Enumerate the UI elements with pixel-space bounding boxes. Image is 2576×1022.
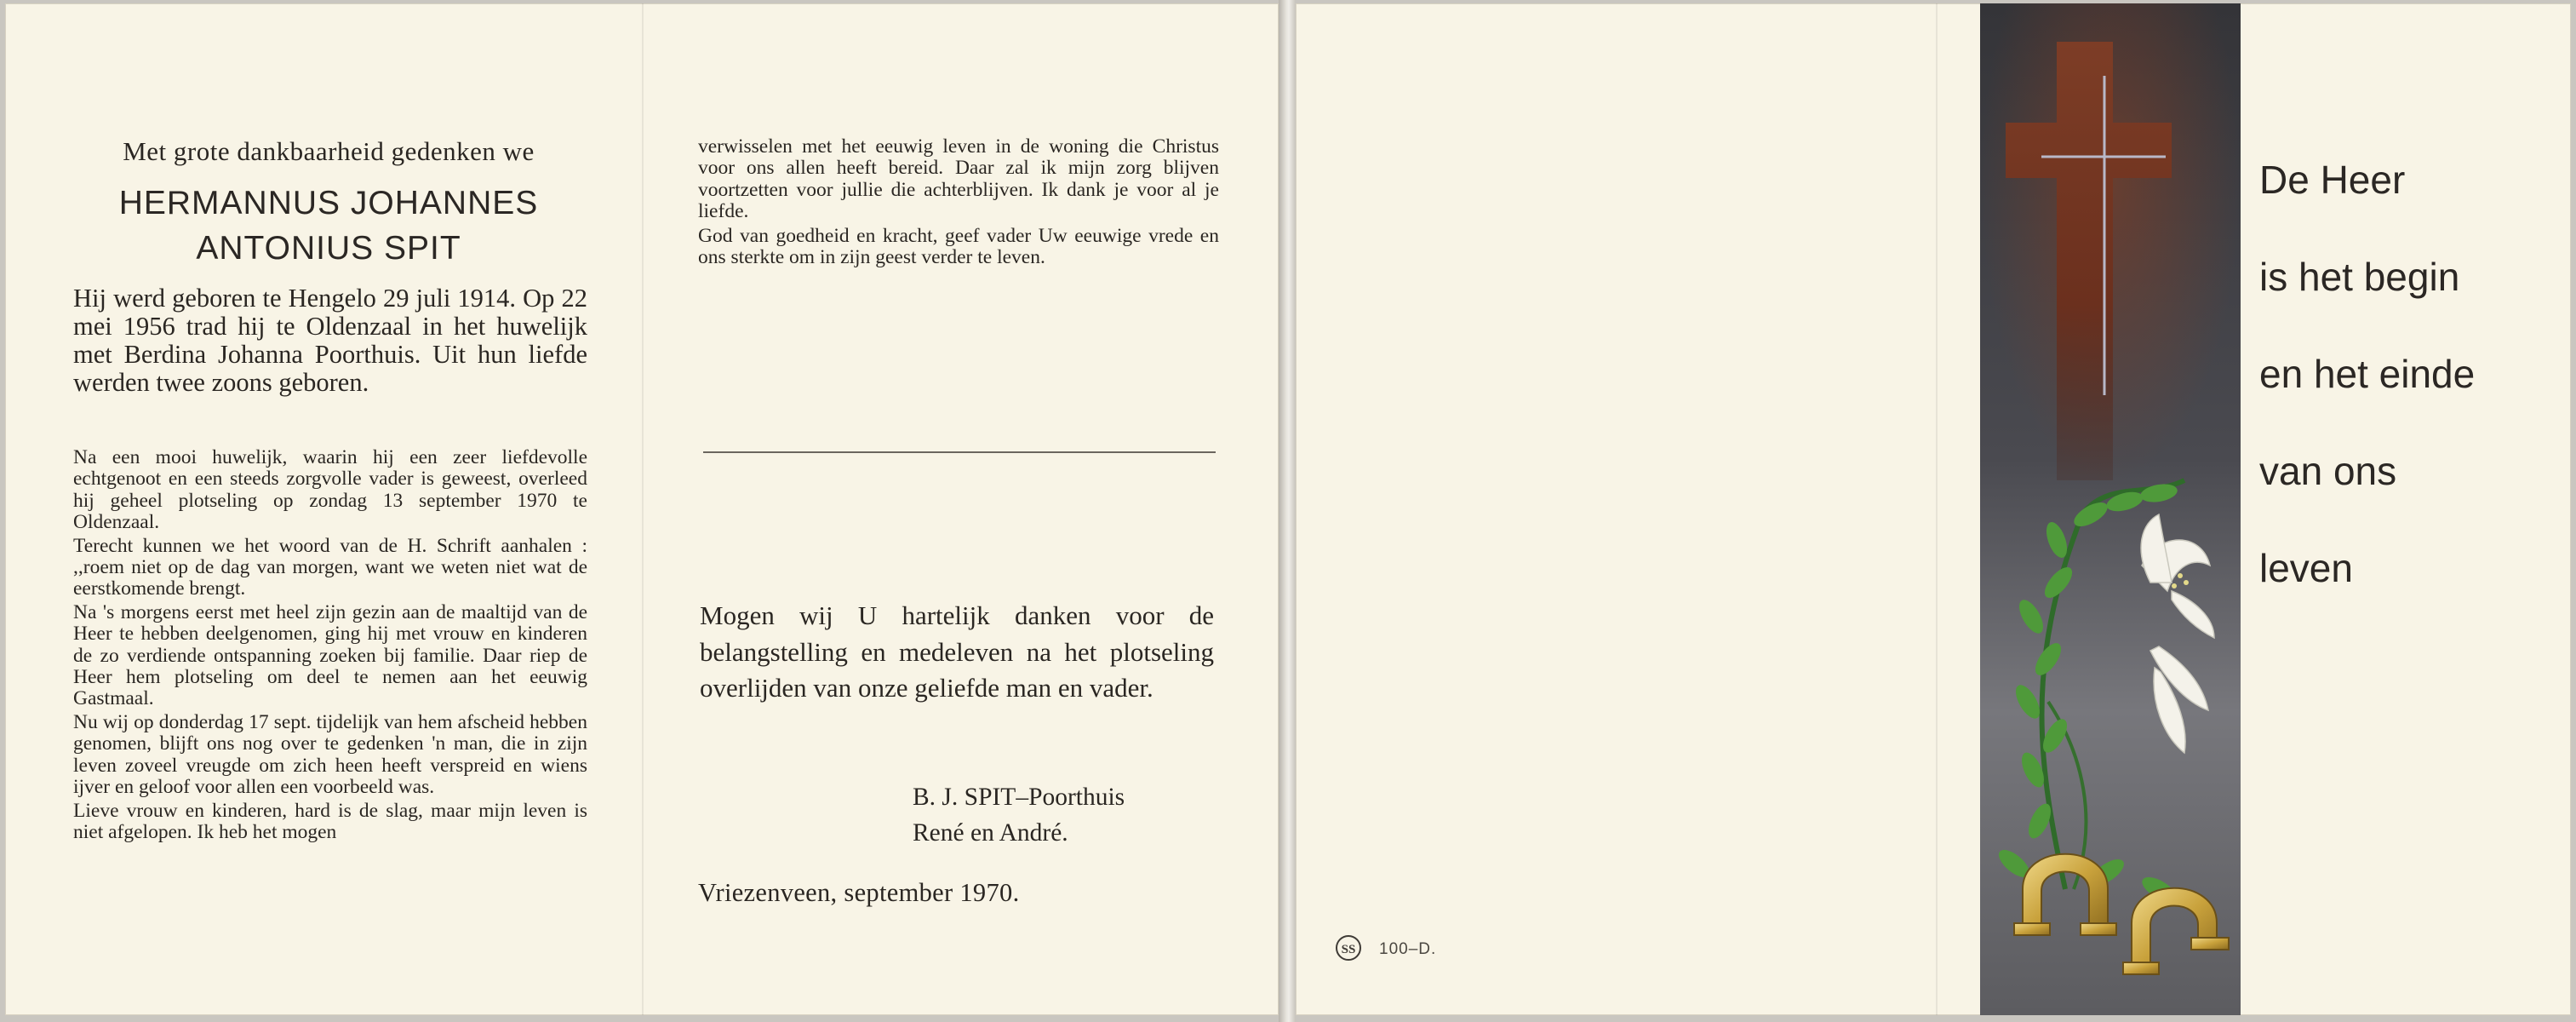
thanks-paragraph: Mogen wij U hartelijk danken voor de belangstelling en medeleven na het plotseling overlijden van onze geliefde man en vader. bbox=[700, 600, 1214, 703]
motto bbox=[2259, 158, 2549, 643]
intro-line: Met grote dankbaarheid gedenken we bbox=[123, 136, 535, 166]
birth-paragraph: Hij werd geboren te Hengelo 29 juli 1914. Op 22 mei 1956 trad hij te Oldenzaal in het huwelijk met Berdina Johanna Poorthuis. Uit hun liefde werden twee zoons geboren. bbox=[73, 284, 587, 397]
motto-line: van ons bbox=[2259, 449, 2397, 493]
cross-lily-horseshoes-illustration bbox=[1980, 3, 2241, 1015]
motto-line: De Heer bbox=[2259, 158, 2406, 202]
print-code: 100–D. bbox=[1379, 940, 1437, 958]
bio-paragraph: Na 's morgens eerst met heel zijn gezin aan de maaltijd van de Heer te hebben deelgenomen, ging hij met vrouw en kinderen de zo verdiende ontspanning zoeken bij familie. Daar riep de Heer hem plotseling om deel te nemen aan het eeuwig Gastmaal. bbox=[73, 600, 587, 710]
signatures bbox=[913, 779, 1125, 851]
motto-line: en het einde bbox=[2259, 352, 2476, 396]
biography bbox=[73, 447, 587, 845]
place-date: Vriezenveen, september 1970. bbox=[698, 878, 1020, 907]
bio-paragraph: Nu wij op donderdag 17 sept. tijdelijk van hem afscheid hebben genomen, blijft ons nog over te gedenken 'n man, die in zijn leven zoveel vreugde om zich heen heeft verspreid en wiens ijver en geloof voor allen een voorbeeld was. bbox=[73, 710, 587, 799]
name-line-1: HERMANNUS JOHANNES bbox=[118, 185, 539, 221]
prayer-text bbox=[698, 136, 1219, 271]
signature-children: René en André. bbox=[913, 819, 1068, 847]
signature-widow: B. J. SPIT–Poorthuis bbox=[913, 784, 1125, 811]
motto-line: leven bbox=[2259, 546, 2353, 590]
prayer-paragraph: God van goedheid en kracht, geef vader Uw eeuwige vrede en ons sterkte om in zijn geest verder te leven. bbox=[698, 224, 1219, 269]
bio-paragraph: Na een mooi huwelijk, waarin hij een zeer liefdevolle echtgenoot en een steeds zorgvolle vader is geweest, overleed hij geheel plotseling op zondag 13 september 1970 te Oldenzaal. bbox=[73, 446, 587, 534]
divider-line bbox=[703, 451, 1216, 453]
bio-paragraph: Terecht kunnen we het woord van de H. Schrift aanhalen : ,,roem niet op de dag van morgen, want we weten niet wat de eerstkomende brengt. bbox=[73, 534, 587, 600]
bio-paragraph: Lieve vrouw en kinderen, hard is de slag, maar mijn leven is niet afgelopen. Ik heb het mogen bbox=[73, 799, 587, 843]
deceased-name bbox=[73, 181, 584, 271]
fold-line bbox=[642, 3, 644, 1015]
prayer-paragraph: verwisselen met het eeuwig leven in de woning die Christus voor ons allen heeft bereid. Daar zal ik mijn zorg blijven voortzetten voor jullie die achterblijven. Ik dank je voor al je liefde. bbox=[698, 135, 1219, 223]
name-line-2: ANTONIUS SPIT bbox=[196, 230, 461, 267]
publisher-monogram-icon bbox=[1335, 934, 1362, 962]
svg-text:SS: SS bbox=[1341, 943, 1356, 956]
fold-line bbox=[1936, 3, 1938, 1015]
card-gap bbox=[1279, 0, 1296, 1022]
motto-line: is het begin bbox=[2259, 255, 2460, 299]
